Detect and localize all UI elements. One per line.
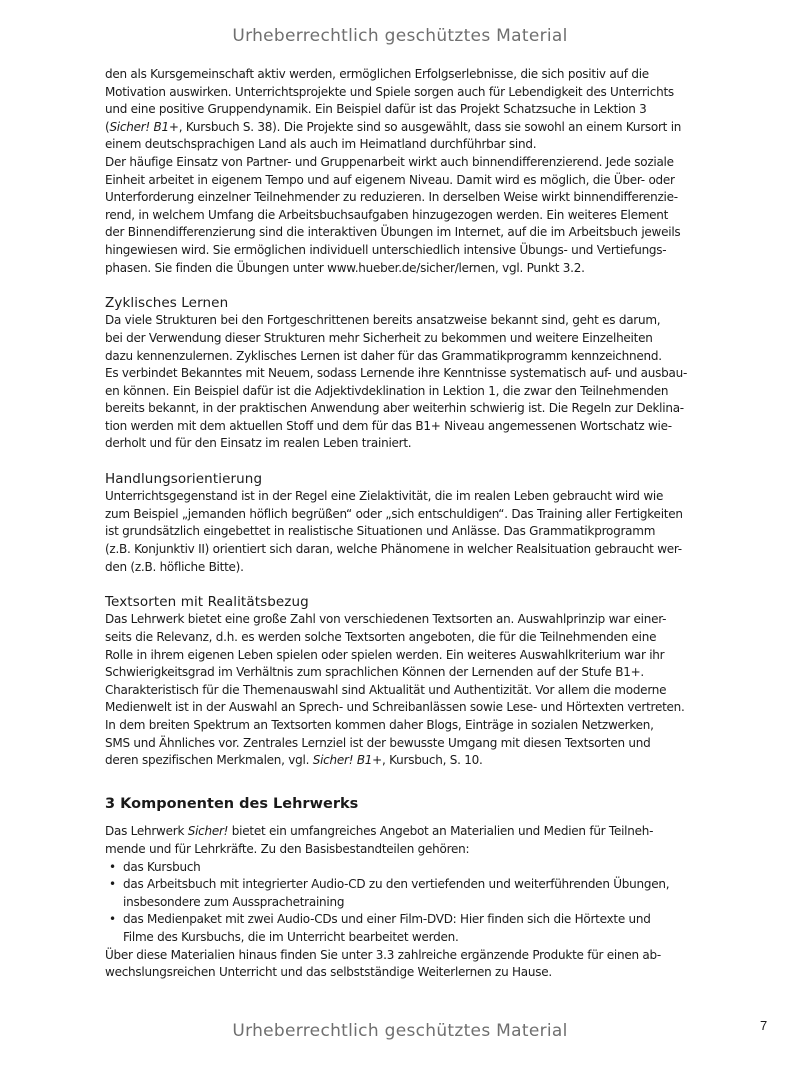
text-line: ist grundsätzlich eingebettet in realistische Situationen und Anlässe. Das Grammatikprogramm — [105, 524, 656, 539]
spacer — [105, 770, 695, 788]
text-line: Rolle in ihrem eigenen Leben spielen oder spielen werden. Ein weiteres Auswahlkriterium war ihr — [105, 647, 665, 662]
handlungsorientierung-paragraph — [105, 488, 695, 576]
text-line: Das Lehrwerk bietet eine große Zahl von verschiedenen Textsorten an. Auswahlprinzip war einer- — [105, 612, 667, 627]
text-line: Der häufige Einsatz von Partner- und Gruppenarbeit wirkt auch binnendifferenzierend. Jede soziale — [105, 154, 674, 169]
text-line: • das Arbeitsbuch mit integrierter Audio-CD zu den vertiefenden und weiterführenden Übungen, — [123, 877, 670, 892]
text-line: Das Lehrwerk Sicher! bietet ein umfangreiches Angebot an Materialien und Medien für Teilneh- — [105, 824, 654, 839]
text-line: derholt und für den Einsatz im realen Leben trainiert. — [105, 436, 412, 451]
text-line: phasen. Sie finden die Übungen unter www.hueber.de/sicher/lernen, vgl. Punkt 3.2. — [105, 260, 585, 275]
book-title: Sicher! B1+ — [312, 753, 382, 768]
text-line: en können. Ein Beispiel dafür ist die Adjektivdeklination in Lektion 1, die zwar den Teilnehmenden — [105, 383, 669, 398]
komponenten-outro — [105, 947, 695, 982]
text-line: rend, in welchem Umfang die Arbeitsbuchsaufgaben hinzugezogen werden. Ein weiteres Element — [105, 207, 669, 222]
spacer — [105, 453, 695, 471]
text-line: (z.B. Konjunktiv II) orientiert sich daran, welche Phänomene in welcher Realsituation gebraucht wer- — [105, 542, 682, 557]
text-line: Unterforderung einzelner Teilnehmender zu reduzieren. In derselben Weise wirkt binnendifferenzie- — [105, 190, 678, 205]
book-title: Sicher! B1+ — [109, 119, 179, 134]
text-line: SMS und Ähnliches vor. Zentrales Lernziel ist der bewusste Umgang mit diesen Textsorten und — [105, 735, 651, 750]
book-title: Sicher! — [187, 824, 229, 839]
zyklisches-lernen-paragraph — [105, 312, 695, 453]
text-line: Unterrichtsgegenstand ist in der Regel eine Zielaktivität, die im realen Leben gebraucht wird wie — [105, 489, 664, 504]
text-line: den (z.B. höfliche Bitte). — [105, 559, 244, 574]
text-line: zum Beispiel „jemanden höflich begrüßen“ oder „sich entschuldigen“. Das Training aller Fertigkeiten — [105, 506, 683, 521]
list-item — [105, 859, 695, 877]
text-line: hingewiesen wird. Sie ermöglichen individuell unterschiedlich intensive Übungs- und Vertiefungs- — [105, 242, 667, 257]
text-line: Über diese Materialien hinaus finden Sie unter 3.3 zahlreiche ergänzende Produkte für einen ab- — [105, 947, 661, 962]
text-line: Da viele Strukturen bei den Fortgeschrittenen bereits ansatzweise bekannt sind, geht es darum, — [105, 313, 661, 328]
textsorten-paragraph — [105, 611, 695, 769]
list-item — [105, 911, 695, 946]
intro-paragraph-2 — [105, 154, 695, 277]
text-line: Medienwelt ist in der Auswahl an Sprech- und Schreibanlässen sowie Lese- und Hörtexten vertreten. — [105, 700, 685, 715]
watermark-bottom: Urheberrechtlich geschütztes Material — [232, 1021, 568, 1041]
components-list — [105, 859, 695, 947]
page-number: 7 — [760, 1018, 768, 1033]
spacer — [105, 277, 695, 295]
heading-handlungsorientierung: Handlungsorientierung — [105, 470, 263, 487]
komponenten-intro — [105, 823, 695, 858]
text-line: seits die Relevanz, d.h. es werden solche Textsorten angeboten, die für die Teilnehmenden eine — [105, 630, 657, 644]
text-line: Motivation auswirken. Unterrichtsprojekte und Spiele sorgen auch für Lebendigkeit des Unterrichts — [105, 84, 674, 99]
text-line: Einheit arbeitet in eigenem Tempo und auf eigenem Niveau. Damit wird es möglich, die Über- oder — [105, 172, 675, 187]
text-line: wechslungsreichen Unterricht und das selbstständige Weiterlernen zu Hause. — [105, 965, 552, 980]
text-line: mende und für Lehrkräfte. Zu den Basisbestandteilen gehören: — [105, 841, 470, 856]
text-line: Es verbindet Bekanntes mit Neuem, sodass Lernende ihre Kenntnisse systematisch auf- und ausbau- — [105, 366, 688, 381]
spacer — [105, 576, 695, 594]
text-line: bereits bekannt, in der praktischen Anwendung aber weiterhin schwierig ist. Die Regeln zur Deklina- — [105, 401, 684, 416]
section-heading-komponenten: 3 Komponenten des Lehrwerks — [105, 796, 359, 813]
text-line: • das Medienpaket mit zwei Audio-CDs und einer Film-DVD: Hier finden sich die Hörtexte und — [123, 912, 651, 927]
text-line: und eine positive Gruppendynamik. Ein Beispiel dafür ist das Projekt Schatzsuche in Lektion 3 — [105, 102, 647, 117]
text-line: den als Kursgemeinschaft aktiv werden, ermöglichen Erfolgserlebnisse, die sich positiv auf die — [105, 67, 649, 81]
text-line: der Binnendifferenzierung sind die interaktiven Übungen im Internet, auf die im Arbeitsbuch jeweils — [105, 225, 681, 240]
text-line: einem deutschsprachigen Land als auch im Heimatland durchführbar sind. — [105, 137, 537, 152]
text-line: (Sicher! B1+, Kursbuch S. 38). Die Projekte sind so ausgewählt, dass sie sowohl an einem Kursort in — [105, 119, 682, 134]
text-line: Schwierigkeitsgrad im Verhältnis zum sprachlichen Können der Lernenden auf der Stufe B1+. — [105, 665, 644, 680]
text-line: In dem breiten Spektrum an Textsorten kommen daher Blogs, Einträge in sozialen Netzwerken, — [105, 717, 654, 732]
page-body — [105, 66, 695, 982]
heading-zyklisches-lernen: Zyklisches Lernen — [105, 294, 229, 311]
heading-textsorten: Textsorten mit Realitätsbezug — [105, 593, 309, 610]
text-line: deren spezifischen Merkmalen, vgl. Sicher! B1+, Kursbuch, S. 10. — [105, 753, 483, 768]
text-line: • das Kursbuch — [123, 859, 201, 874]
intro-paragraph-1 — [105, 66, 695, 154]
text-line: Charakteristisch für die Themenauswahl sind Aktualität und Authentizität. Vor allem die moderne — [105, 682, 667, 697]
text-line: tion werden mit dem aktuellen Stoff und dem für das B1+ Niveau angemessenen Wortschatz wie- — [105, 418, 672, 433]
text-line: Filme des Kursbuchs, die im Unterricht bearbeitet werden. — [123, 929, 459, 944]
text-line: dazu kennenzulernen. Zyklisches Lernen ist daher für das Grammatikprogramm kennzeichnend. — [105, 348, 662, 363]
text-line: bei der Verwendung dieser Strukturen mehr Sicherheit zu bekommen und weitere Einzelheiten — [105, 330, 653, 345]
list-item — [105, 876, 695, 911]
watermark-top: Urheberrechtlich geschütztes Material — [232, 26, 568, 46]
text-line: insbesondere zum Aussprachetraining — [123, 894, 345, 909]
